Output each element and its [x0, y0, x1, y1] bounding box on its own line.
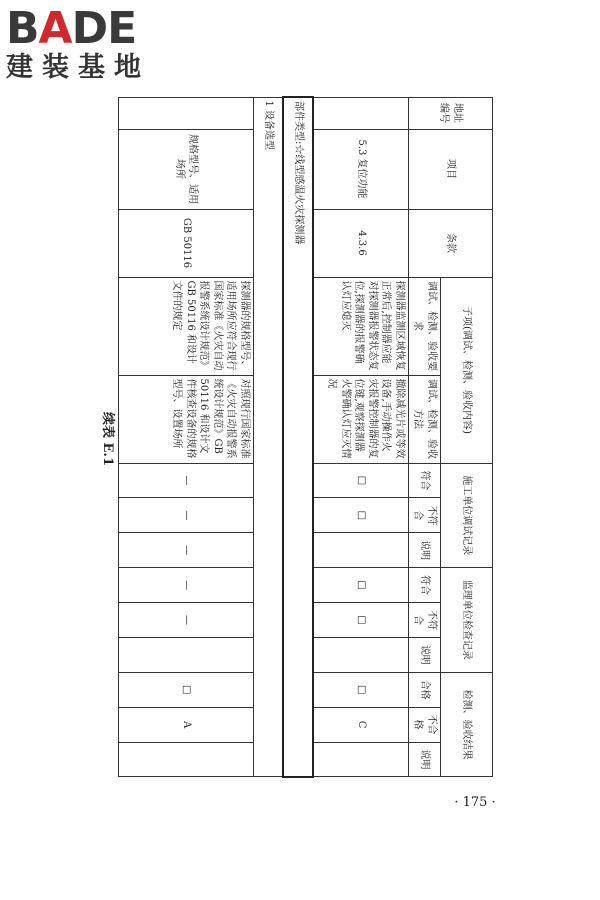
page-title: 续表 E.1 [100, 411, 115, 466]
cell-construction-conform-checkbox[interactable]: □ [313, 463, 409, 498]
cell-construction-nonconform-dash: — [119, 498, 254, 533]
header-requirement: 调试、检测、验收要求 [409, 277, 441, 375]
cell-acceptance-unqualified-grade: A [119, 707, 254, 742]
header-acceptance: 检测、验收结果 [441, 672, 493, 777]
cell-construction-note [313, 533, 409, 568]
cell-requirement-reset: 探测器监测区域恢复正常后,控制器应能对探测器报警状态复位,探测器的报警确认灯应熄灭 [313, 277, 409, 375]
cell-method-spec: 对照现行国家标准《火灾自动报警系统设计规范》GB 50116 和设计文件核查设备的规格型号、设置场所 [119, 375, 254, 463]
header-item: 项目 [409, 129, 493, 209]
cell-supervision-note [313, 637, 409, 672]
header-acceptance-qualified: 合格 [409, 672, 441, 707]
cell-address-code [313, 97, 409, 129]
logo-wordmark: BADE [6, 3, 137, 54]
logo-chinese-name: 建装基地 [6, 52, 150, 83]
header-acceptance-note: 说明 [409, 742, 441, 777]
header-construction-conform: 符合 [409, 463, 441, 498]
cell-item-spec: 规格型号、适用场所 [119, 129, 254, 209]
header-supervision-note: 说明 [409, 637, 441, 672]
header-acceptance-unqualified: 不合格 [409, 707, 441, 742]
cell-supervision-note [119, 637, 254, 672]
cell-address-code [119, 97, 254, 129]
cell-method-reset: 撤除减光片或等效设备,手动操作火灾报警控制器的复位键,观察探测器火警确认灯应灭情况 [313, 375, 409, 463]
cell-supervision-nonconform-checkbox[interactable]: □ [313, 603, 409, 638]
header-construction-unit: 施工单位调试记录 [441, 463, 493, 568]
bade-logo [6, 3, 181, 94]
cell-clause-reset: 4.3.6 [313, 209, 409, 277]
header-construction-nonconform: 不符合 [409, 498, 441, 533]
header-supervision-conform: 符合 [409, 568, 441, 603]
header-supervision-unit: 监理单位检查记录 [441, 568, 493, 673]
cell-acceptance-qualified-checkbox[interactable]: □ [313, 672, 409, 707]
cell-supervision-conform-dash: — [119, 568, 254, 603]
header-supervision-nonconform: 不符合 [409, 603, 441, 638]
table-row-component-type [283, 97, 313, 777]
cell-acceptance-qualified-checkbox[interactable]: □ [119, 672, 254, 707]
header-sub-item: 子项(调试、检测、验收内容) [441, 277, 493, 463]
page-number: · 175 · [454, 795, 496, 810]
table-row-reset-function [313, 97, 409, 777]
table-row-section-selection [254, 97, 284, 777]
inspection-table [118, 96, 493, 778]
cell-construction-nonconform-checkbox[interactable]: □ [313, 498, 409, 533]
cell-clause-spec: GB 50116 [119, 209, 254, 277]
table-row-spec-model [119, 97, 254, 777]
cell-supervision-nonconform-dash: — [119, 603, 254, 638]
cell-item-reset: 5.3 复位功能 [313, 129, 409, 209]
cell-construction-note-dash: — [119, 533, 254, 568]
header-method: 调试、检测、验收方法 [409, 375, 441, 463]
header-clause: 条款 [409, 209, 493, 277]
cell-requirement-spec: 探测器的规格型号、适用场所应符合现行国家标准《火灾自动报警系统设计规范》GB 50116 和设计文件的规定 [119, 277, 254, 375]
section-selection-label: 1 设备选型 [254, 97, 284, 777]
component-type-label: 部件类型:☆线型感温火灾探测器 [283, 97, 313, 777]
header-address-code: 地址编号 [409, 97, 493, 129]
cell-acceptance-note [313, 742, 409, 777]
header-construction-note: 说明 [409, 533, 441, 568]
rotated-table-container [118, 96, 493, 776]
cell-construction-conform-dash: — [119, 463, 254, 498]
cell-acceptance-unqualified-grade: C [313, 707, 409, 742]
cell-acceptance-note [119, 742, 254, 777]
cell-supervision-conform-checkbox[interactable]: □ [313, 568, 409, 603]
